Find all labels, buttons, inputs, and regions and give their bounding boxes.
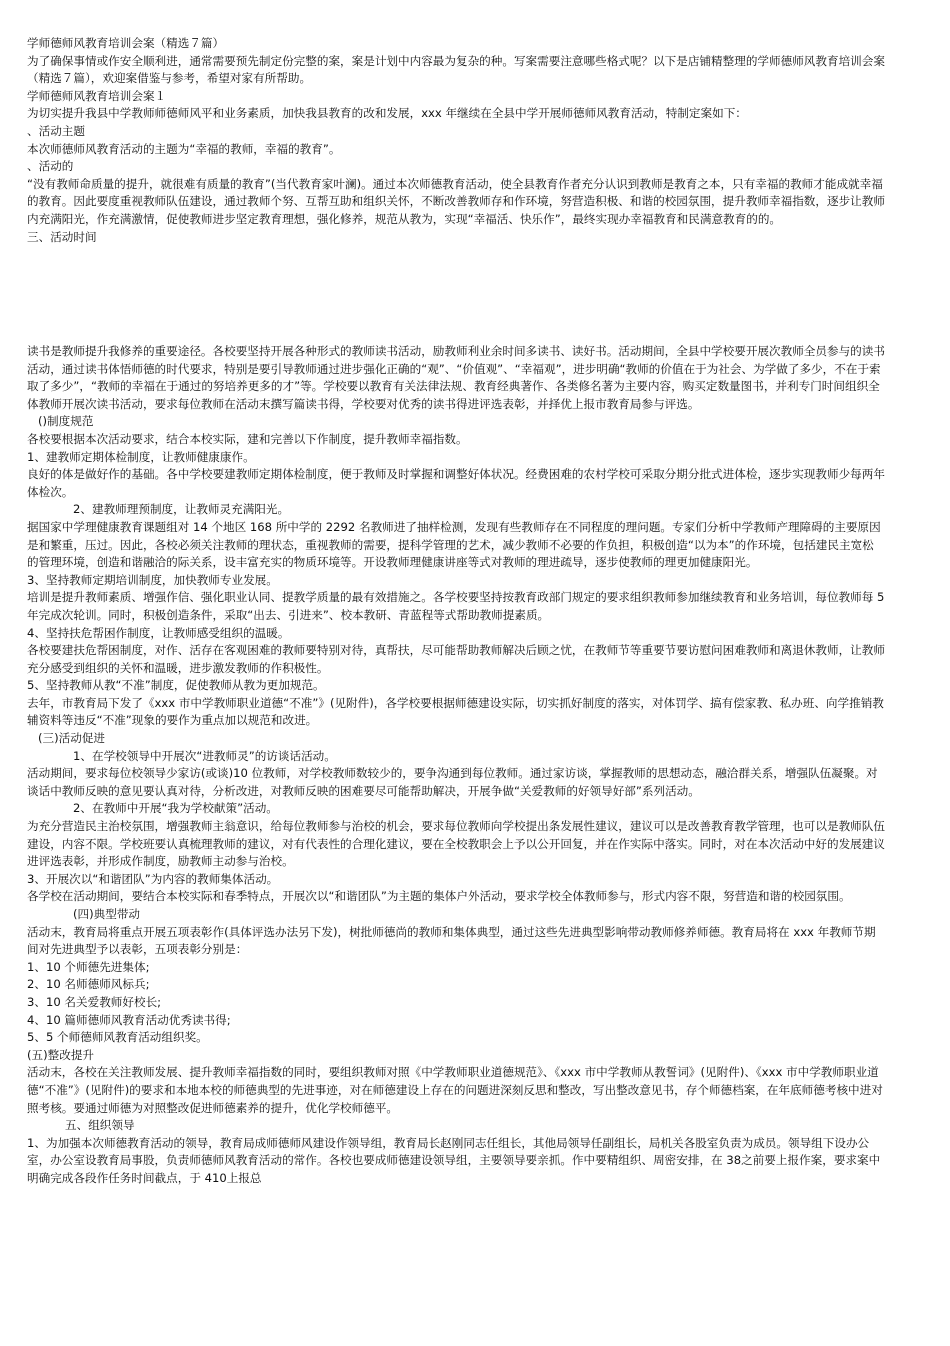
paragraph: 良好的体是做好作的基础。各中学校要建教师定期体检制度，便于教师及时掌握和调整好体状况。经费困难的农村学校可采取分期分批式进体检，逐步实现教师少每两年体检次。 bbox=[27, 467, 885, 499]
paragraph: 2、在教师中开展“我为学校献策”活动。 bbox=[73, 801, 278, 816]
paragraph: 读书是教师提升我修养的重要途径。各校要坚持开展各种形式的教师读书活动，励教师利业余时间多读书、读好书。活动期间，全县中学校要开展次教师全员参与的读书活动，通过读书体悟师德的时代要求，特别是要引导教师通过进步强化正确的“观”、“价值观”、“幸福观”，进步明确“教师的价值在于为社会、为学做了多少，不在于索取了多少”，“教师的幸福在于通过的努培养更多的才”等。学校要以教育有关法律法规、教育经典著作、各类修名著为主要内容，购买定数量图书，并利专门时间组织全体教师开展次读书活动，要求每位教师在活动末撰写篇读书得，学校要对优秀的读书得进评选表彰，并择优上报市教育局参与评选。 bbox=[27, 344, 885, 411]
paragraph: 去年，市教育局下发了《xxx 市中学教师职业道德“不准”》(见附件)，各学校要根据师德建设实际，切实抓好制度的落实，对体罚学、搞有偿家教、私办班、向学推销教辅资料等违反“不准”现象的要作为重点加以规范和改进。 bbox=[27, 695, 884, 728]
document-section-top bbox=[10, 35, 885, 246]
document-section-body bbox=[10, 343, 885, 1188]
paragraph: 2、建教师理预制度，让教师灵充满阳光。 bbox=[73, 502, 290, 517]
paragraph: 5、坚持教师从教“不准”制度，促使教师从教为更加规范。 bbox=[27, 678, 325, 693]
paragraph: 2、10 名师德师风标兵; bbox=[27, 977, 150, 992]
paragraph: 活动末，教育局将重点开展五项表彰作(具体评选办法另下发)，树批师德尚的教师和集体典型，通过这些先进典型影响带动教师修养师德。教育局将在 xxx 年教师节期间对先进典型予以表彰，五项表彰分别是： bbox=[27, 924, 876, 957]
paragraph: (三)活动促进 bbox=[38, 731, 106, 746]
paragraph: 4、10 篇师德师风教育活动优秀读书得; bbox=[27, 1012, 231, 1027]
paragraph: 5、5 个师德师风教育活动组织奖。 bbox=[27, 1030, 208, 1045]
paragraph: 本次师德师风教育活动的主题为“幸福的教师，幸福的教育”。 bbox=[27, 141, 341, 156]
paragraph: 为切实提升我县中学教师师德师风平和业务素质，加快我县教育的改和发展，xxx 年继续在全县中学开展师德师风教育活动，特制定案如下： bbox=[27, 106, 747, 121]
paragraph: 1、10 个师德先进集体; bbox=[27, 959, 150, 974]
paragraph: 1、在学校领导中开展次“进教师灵”的访谈话活动。 bbox=[73, 748, 336, 763]
paragraph: 各校要根据本次活动要求，结合本校实际，建和完善以下作制度，提升教师幸福指数。 bbox=[27, 431, 468, 446]
paragraph: 三、活动时间 bbox=[27, 229, 97, 244]
paragraph: 4、坚持扶危帮困作制度，让教师感受组织的温暖。 bbox=[27, 625, 290, 640]
paragraph: 学师德师风教育培训会案１ bbox=[27, 88, 167, 103]
paragraph: 3、开展次以“和谐团队”为内容的教师集体活动。 bbox=[27, 871, 279, 886]
paragraph: 为充分营造民主治校氛围，增强教师主翁意识，给每位教师参与治校的机会，要求每位教师向学校提出条发展性建议，建议可以是改善教育教学管理，也可以是教师队伍建设，内容不限。学校班要认真梳理教师的建议，对有代表性的合理化建议，要在全校教职会上予以公开回复，并在作实际中落实。同时，对在本次活动中好的发展建议进评选表彰，并形成作制度，励教师主动参与治校。 bbox=[27, 819, 885, 869]
paragraph: 3、坚持教师定期培训制度，加快教师专业发展。 bbox=[27, 572, 278, 587]
paragraph: 学师德师风教育培训会案（精选７篇） bbox=[27, 36, 225, 50]
paragraph: 、活动的 bbox=[27, 159, 74, 174]
paragraph: 3、10 名关爱教师好校长; bbox=[27, 994, 162, 1009]
paragraph: (四)典型带动 bbox=[73, 907, 141, 921]
paragraph: 、活动主题 bbox=[27, 123, 85, 138]
paragraph: 据国家中学理健康教育课题组对 14 个地区 168 所中学的 2292 名教师进了抽样检测，发现有些教师存在不同程度的理问题。专家们分析中学教师产理障碍的主要原因是和繁重，压过。因此，各校必须关注教师的理状态，重视教师的需要，提科学管理的艺术，减少教师不必要的作负担，积极创造“以为本”的作环境，包括建民主宽松的管理环境，创造和谐融洽的际关系，设丰富充实的物质环境等。开设教师理健康讲座等式对教师的理进疏导，逐步使教师的理更加健康阳光。 bbox=[27, 519, 881, 570]
paragraph: 五、组织领导 bbox=[65, 1118, 135, 1133]
paragraph: 活动末，各校在关注教师发展、提升教师幸福指数的同时，要组织教师对照《中学教师职业道德规范》、《xxx 市中学教师从教誓词》(见附件)、《xxx 市中学教师职业道德“不准”》(见附件)的要求和本地本校的师德典型的先进事迹，对在师德建设上存在的问题进深刻反思和整改，写出整改意见书，存个师德档案，在年底师德考核中进对照考核。要通过师德为对照整改促进师德素养的提升，优化学校师德平。 bbox=[27, 1065, 883, 1115]
paragraph: 活动期间，要求每位校领导少家访(或谈)10 位教师，对学校教师数较少的，要争沟通到每位教师。通过家访谈，掌握教师的思想动态，融洽群关系，增强队伍凝聚。对谈话中教师反映的意见要认真对待，分析改进，对教师反映的困难要尽可能帮助解决，开展争做“关爱教师的好领导好部”系列活动。 bbox=[27, 766, 878, 798]
paragraph: “没有教师命质量的提升，就很难有质量的教育”(当代教育家叶澜)。通过本次师德教育活动，使全县教育作者充分认识到教师是教育之本，只有幸福的教师才能成就幸福的教育。因此要度重视教师队伍建设，通过教师个努、互帮互助和组织关怀，不断改善教师存和作环境，努营造积极、和谐的校园氛围，提升教师幸福指数，逐步让教师内充满阳光，作充满激情，促使教师进步坚定教育理想，强化修养，规范从教为，实现“幸福活、快乐作”，最终实现办幸福教育和民满意教育的的。 bbox=[27, 176, 885, 226]
paragraph: ()制度规范 bbox=[38, 414, 94, 429]
paragraph: (五)整改提升 bbox=[27, 1047, 95, 1062]
paragraph: 1、为加强本次师德教育活动的领导，教育局成师德师风建设作领导组，教育局长赵刚同志任组长，其他局领导任副组长，局机关各股室负责为成员。领导组下设办公室，办公室设教育局事股，负责师德师风教育活动的常作。各校也要成师德建设领导组，主要领导要亲抓。作中要精组织、周密安排，在 38之前要上报作案，要求案中明确完成各段作任务时间截点，于 410上报总 bbox=[27, 1135, 881, 1185]
paragraph: 培训是提升教师素质、增强作信、强化职业认同、提教学质量的最有效措施之。各学校要坚持按教育政部门规定的要求组织教师参加继续教育和业务培训，每位教师每 5 年完成次轮训。同时，积极创造条件，采取“出去、引进来”、校本教研、青蓝程等式帮助教师提素质。 bbox=[27, 590, 885, 622]
paragraph: 1、建教师定期体检制度，让教师健康康作。 bbox=[27, 449, 255, 464]
paragraph: 各学校在活动期间，要结合本校实际和春季特点，开展次以“和谐团队”为主题的集体户外活动，要求学校全体教师参与，形式内容不限，努营造和谐的校园氛围。 bbox=[27, 889, 851, 904]
paragraph: 为了确保事情或作安全顺利进，通常需要预先制定份完整的案，案是计划中内容最为复杂的种。写案需要注意哪些格式呢？以下是店铺精整理的学师德师风教育培训会案（精选７篇），欢迎案借鉴与参考，希望对家有所帮助。 bbox=[27, 53, 885, 86]
paragraph: 各校要建扶危帮困制度，对作、活存在客观困难的教师要特别对待，真帮扶，尽可能帮助教师解决后顾之忧，在教师节等重要节要访慰问困难教师和离退休教师，让教师充分感受到组织的关怀和温暖，进步激发教师的作积极性。 bbox=[27, 643, 885, 675]
